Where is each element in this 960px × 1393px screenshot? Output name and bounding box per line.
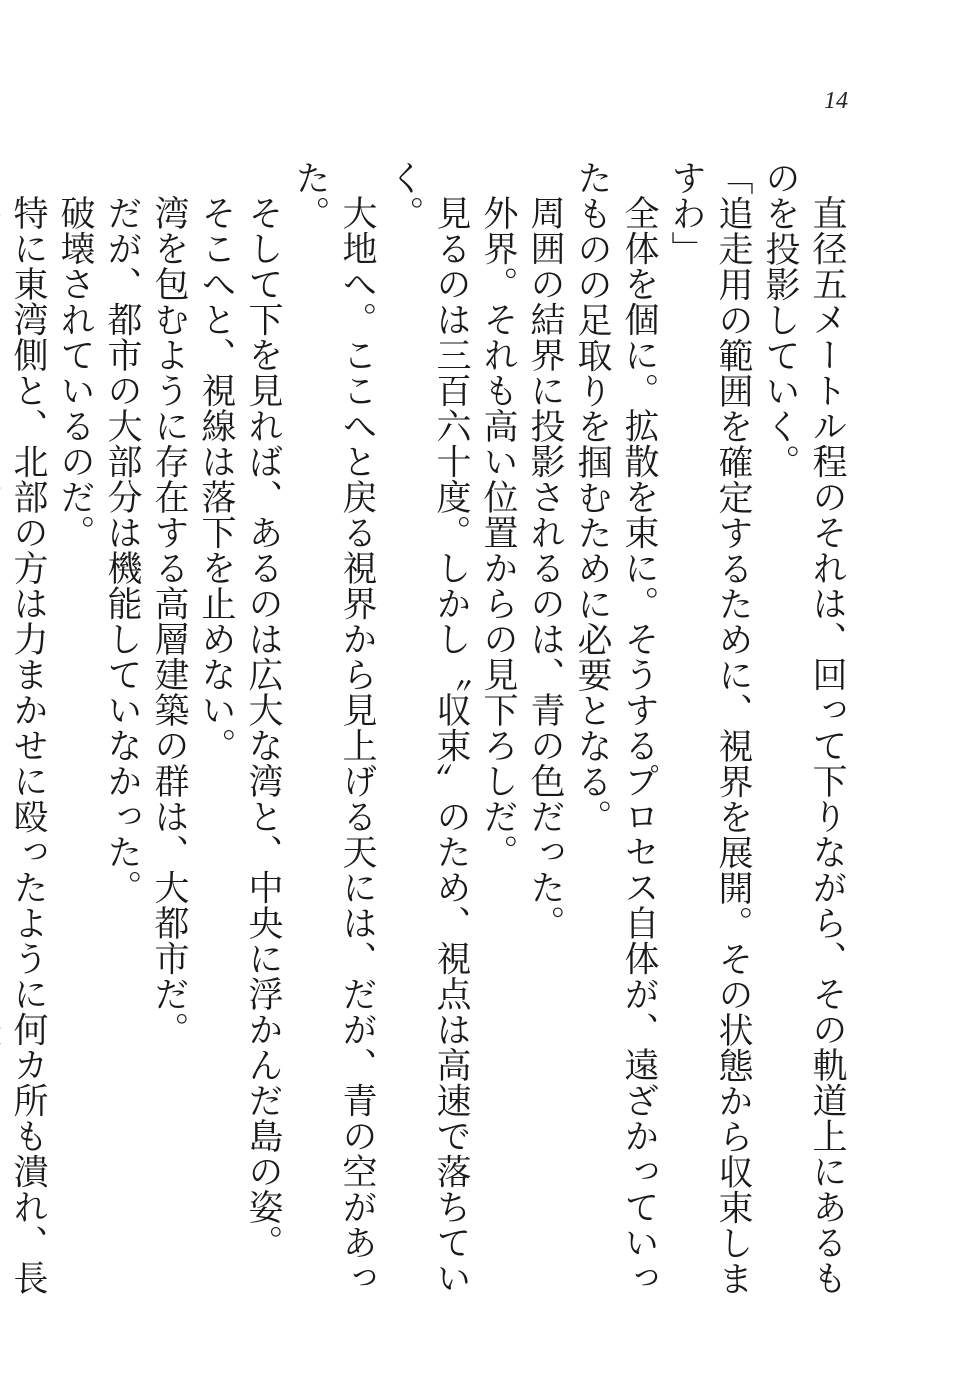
paragraph: 全体を個に。拡散を束に。そうするプロセス自体が、遠ざかっていったものの足取りを掴むために必要となる。 [572, 160, 659, 1296]
paragraph: 大地へ。ここへと戻る視界から見上げる天には、だが、青の空があった。 [290, 160, 377, 1296]
paragraph-dialogue: 「追走用の範囲を確定するために、視界を展開。その状態から収束しますわ」 [666, 160, 753, 1296]
paragraph: 直径五メートル程のそれは、回って下りながら、その軌道上にあるものを投影していく。 [760, 160, 847, 1296]
paragraph: そこへと、視線は落下を止めない。 [196, 195, 236, 763]
paragraph: 破壊されているのだ。 [55, 195, 95, 550]
page-number: 14 [824, 88, 848, 114]
body-text [8, 160, 850, 1320]
paragraph: 外界。それも高い位置からの見下ろしだ。 [478, 195, 518, 870]
paragraph: 周囲の結界に投影されるのは、青の色だった。 [525, 195, 565, 941]
paragraph: そして下を見れば、あるのは広大な湾と、中央に浮かんだ島の姿。 [243, 195, 283, 1260]
paragraph: 特に東湾側と、北部の方は力まかせに殴ったように何カ所も潰れ、長 [8, 195, 48, 1296]
paragraph: 見るのは三百六十度。しかし〝収束〟のため、視点は高速で落ちていく。 [384, 160, 471, 1296]
paragraph: 湾を包むように存在する高層建築の群は、大都市だ。 [149, 195, 189, 1047]
paragraph: だが、都市の大部分は機能していなかった。 [102, 195, 142, 905]
